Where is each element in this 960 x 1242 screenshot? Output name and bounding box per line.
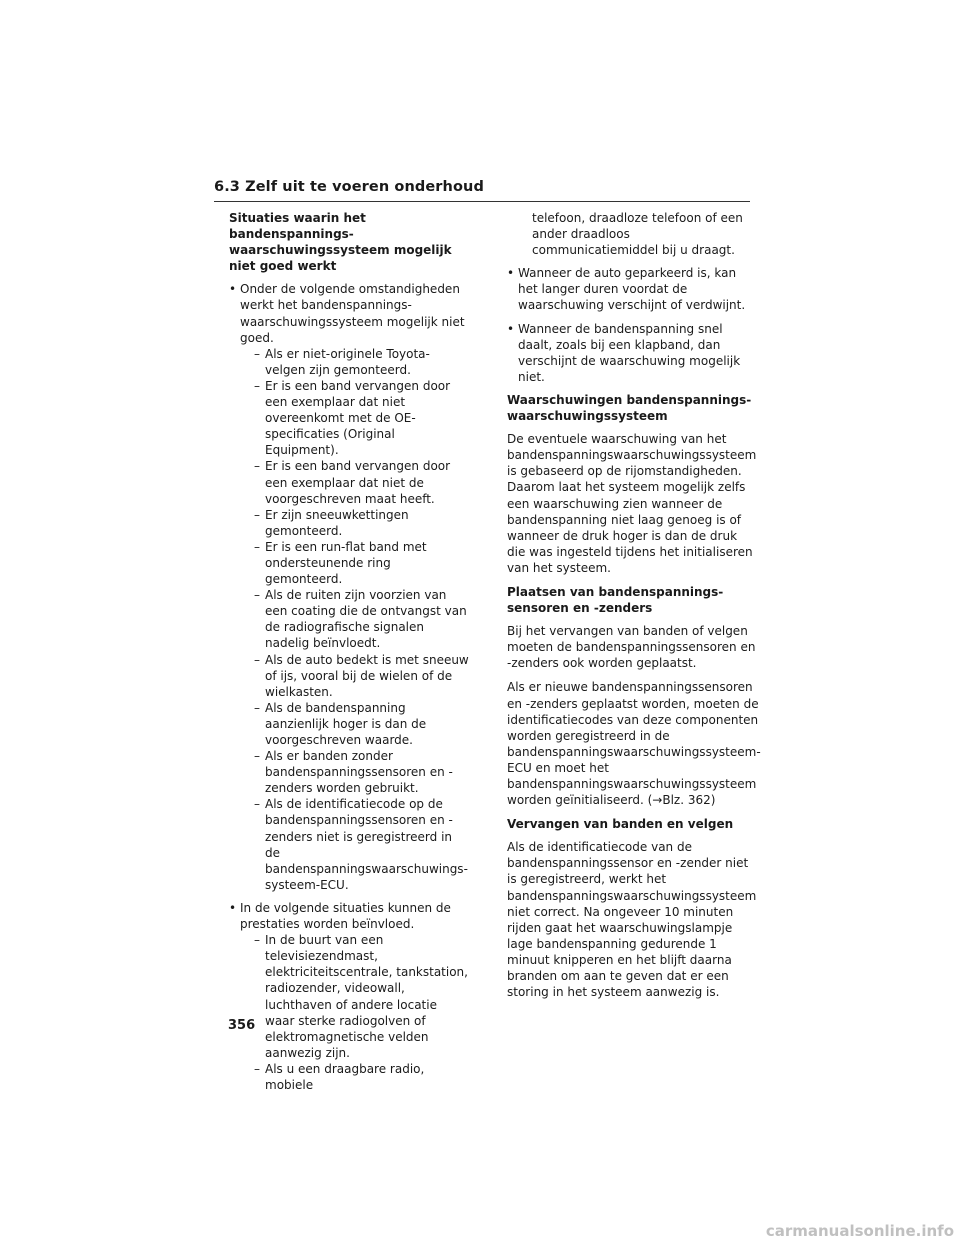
sub-item [240,652,469,700]
sub-item [240,378,469,458]
right-column [507,210,759,1008]
paragraph: Bij het vervangen van banden of velgen moeten de bandenspanningssensoren en -zenders ook worden geplaatst. [507,624,756,671]
dash-marker: – [254,652,260,667]
bullet-item [229,281,469,893]
sub-item-text: Er zijn sneeuwkettingen gemonteerd. [265,507,409,538]
sub-item [240,507,469,539]
bullet-text: Wanneer de auto geparkeerd is, kan het langer duren voordat de waarschuwing verschijnt of verdwijnt. [518,266,746,313]
bullet-item [229,900,469,1093]
bullet-marker: • [507,321,515,336]
watermark: carmanualsonline.info [765,1222,954,1240]
bullet-text: In de volgende situaties kunnen de prestaties worden beïnvloed. [240,900,451,932]
sub-item-text: Er is een band vervangen door een exemplaar dat niet overeenkomt met de OE-specificaties (Original Equipment). [265,378,451,458]
sub-item [240,539,469,587]
dash-marker: – [254,797,260,812]
dash-marker: – [254,378,260,393]
dash-marker: – [254,933,260,948]
sub-item-text: Als de ruiten zijn voorzien van een coating die de ontvangst van de radiografische signalen nadelig beïnvloedt. [265,588,467,651]
dash-marker: – [254,700,260,715]
sub-item-text: Als u een draagbare radio, mobiele [265,1061,425,1092]
page-number: 356 [228,1018,256,1033]
section-header: 6.3 Zelf uit te voeren onderhoud [214,179,750,202]
section-heading: Plaatsen van bandenspannings-sensoren en -zenders [507,584,724,616]
bullet-item [507,265,759,313]
bullet-text: Wanneer de bandenspanning snel daalt, zoals bij een klapband, dan verschijnt de waarschuwing mogelijk niet. [518,321,741,384]
sub-item [240,1061,469,1093]
sub-item-text: Als er niet-originele Toyota-velgen zijn gemonteerd. [265,346,430,377]
sub-item-text: Als er banden zonder bandenspanningssensoren en -zenders worden gebruikt. [265,749,453,796]
sub-item [240,346,469,378]
sub-item [240,587,469,651]
paragraph: De eventuele waarschuwing van het bandenspanningswaarschuwingssysteem is gebaseerd op de rijomstandigheden. Daarom laat het systeem mogelijk zelfs een waarschuwing zien wanneer de bandenspanning niet laag genoeg is of wanneer de druk hoger is dan de druk die was ingesteld tijdens het initialiseren van het systeem. [507,432,757,575]
bullet-marker: • [229,282,237,297]
dash-marker: – [254,507,260,522]
section-heading: Waarschuwingen bandenspannings-waarschuwingssysteem [507,392,752,424]
bullet-marker: • [507,266,515,281]
section-heading: Vervangen van banden en velgen [507,817,734,832]
sub-item-text: Als de bandenspanning aanzienlijk hoger is dan de voorgeschreven waarde. [265,700,427,747]
dash-marker: – [254,346,260,361]
sub-item-text: In de buurt van een televisiezendmast, elektriciteitscentrale, tankstation, radiozender, videowall, luchthaven of andere locatie waar sterke radiogolven of elektromagnetische velden aanwezig zijn. [265,933,468,1060]
sub-item [240,932,469,1061]
sub-item-text: Als de auto bedekt is met sneeuw of ijs, vooral bij de wielen of de wielkasten. [265,652,469,699]
dash-marker: – [254,1061,260,1076]
dash-marker: – [254,459,260,474]
sub-item [240,748,469,796]
dash-marker: – [254,588,260,603]
sub-item [240,458,469,506]
left-column [229,210,469,1100]
sub-item [240,796,469,893]
sub-item [240,700,469,748]
dash-marker: – [254,749,260,764]
bullet-marker: • [229,900,237,915]
section-heading: Situaties waarin het bandenspannings-waarschuwingssysteem mogelijk niet goed werkt [229,211,452,274]
paragraph: Als de identificatiecode van de bandenspanningssensor en -zender niet is geregistreerd, werkt het bandenspanningswaarschuwingssysteem niet correct. Na ongeveer 10 minuten rijden gaat het waarschuwingslampje lage bandenspanning gedurende 1 minuut knipperen en het blijft daarna branden om aan te geven dat er een storing in het systeem aanwezig is. [507,840,757,1000]
sub-item-text: Er is een run-flat band met ondersteunende ring gemonteerd. [265,539,427,587]
sub-item-text: Als de identificatiecode op de bandenspanningssensoren en -zenders niet is geregistreerd in de bandenspanningswaarschuwings-systeem-ECU. [265,797,468,892]
bullet-text: Onder de volgende omstandigheden werkt het bandenspannings-waarschuwingssysteem mogelijk niet goed. [240,282,465,345]
continued-sub-item-text: telefoon, draadloze telefoon of een ander draadloos communicatiemiddel bij u draagt. [532,211,743,258]
bullet-item [507,321,759,385]
paragraph: Als er nieuwe bandenspanningssensoren en -zenders geplaatst worden, moeten de identificatiecodes van deze componenten worden geregistreerd in de bandenspanningswaarschuwingssysteem-ECU en moet het bandenspanningswaarschuwingssysteem worden geïnitialiseerd. (→Blz. 362) [507,680,761,808]
dash-marker: – [254,539,260,554]
sub-item-text: Er is een band vervangen door een exemplaar dat niet de voorgeschreven maat heeft. [265,459,451,506]
